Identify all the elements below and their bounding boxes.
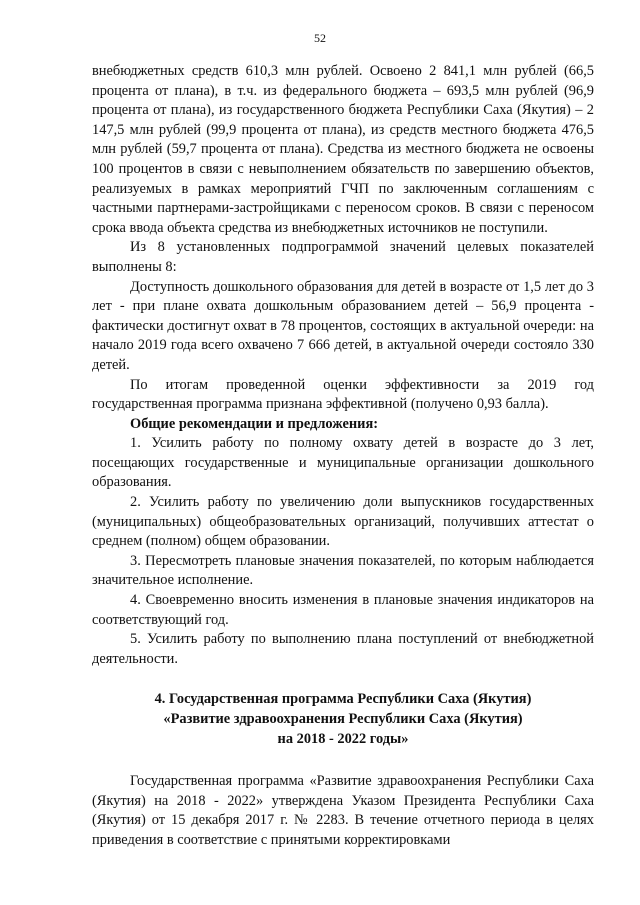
recommendation-3: 3. Пересмотреть плановые значения показателей, по которым наблюдается значительное исполнение.	[92, 552, 594, 589]
section-heading	[92, 690, 594, 749]
document-body	[92, 62, 594, 851]
paragraph-program-approval: Государственная программа «Развитие здравоохранения Республики Саха (Якутия) на 2018 - 2022» утверждена Указом Президента Республики Саха (Якутия) от 15 декабря 2017 г. № 2283. В течение отчетного периода в целях приведения в соответствие с принятыми корректировками	[92, 773, 594, 848]
recommendation-4: 4. Своевременно вносить изменения в плановые значения индикаторов на соответствующий год.	[92, 592, 594, 628]
section-heading-line-1: 4. Государственная программа Республики Саха (Якутия)	[154, 691, 532, 708]
recommendation-2: 2. Усилить работу по увеличению доли выпускников государственных (муниципальных) общеобразовательных организаций, получивших аттестат о среднем (полном) общем образовании.	[92, 494, 594, 550]
paragraph-indicators: Из 8 установленных подпрограммой значений целевых показателей выполнены 8:	[92, 239, 594, 275]
paragraph-efficiency: По итогам проведенной оценки эффективности за 2019 год государственная программа признана эффективной (получено 0,93 балла).	[92, 376, 594, 413]
paragraph-preschool-access: Доступность дошкольного образования для детей в возрасте от 1,5 лет до 3 лет - при плане охвата дошкольным образованием детей – 56,9 процента - фактически достигнут охват в 78 процентов, состоящих в актуальной очереди: на начало 2019 года всего охвачено 7 666 детей, в актуальной очереди состояло 330 детей.	[92, 278, 594, 373]
page-number: 52	[314, 31, 326, 45]
paragraph-funding: внебюджетных средств 610,3 млн рублей. Освоено 2 841,1 млн рублей (66,5 процента от плана), в т.ч. из федерального бюджета – 693,5 млн рублей (96,9 процента от плана), из государственного бюджета Республики Саха (Якутия) – 2 147,5 млн рублей (99,9 процента от плана), из средств местного бюджета 476,5 млн рублей (59,7 процента от плана). Средства из местного бюджета не освоены 100 процентов в связи с невыполнением обязательств по завершению объектов, реализуемых в рамках мероприятий ГЧП по заключенным соглашениям с частными партнерами-застройщиками с переносом сроков. В связи с переносом срока ввода объекта средства из внебюджетных источников не поступили.	[92, 63, 594, 236]
section-heading-line-2: «Развитие здравоохранения Республики Саха (Якутия)	[163, 711, 523, 727]
recommendation-1: 1. Усилить работу по полному охвату детей в возрасте до 3 лет, посещающих государственные и муниципальные организации дошкольного образования.	[92, 435, 594, 491]
section-heading-line-3: на 2018 - 2022 годы»	[277, 730, 409, 747]
recommendations-title: Общие рекомендации и предложения:	[130, 415, 379, 432]
recommendation-5: 5. Усилить работу по выполнению плана поступлений от внебюджетной деятельности.	[92, 631, 594, 667]
